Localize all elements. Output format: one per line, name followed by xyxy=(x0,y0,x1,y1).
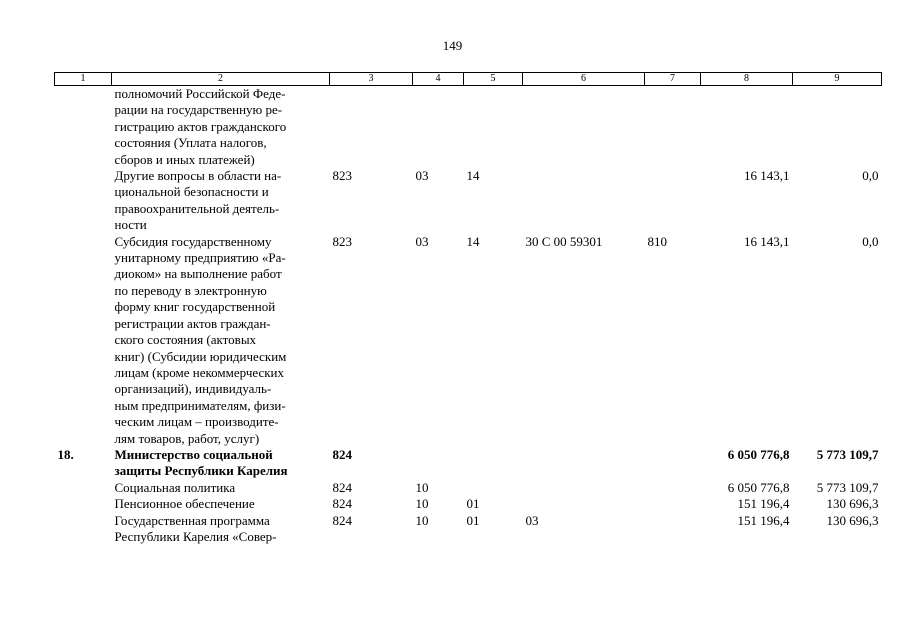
item-name-line: Социальная политика xyxy=(114,479,236,495)
item-name-line: унитарному предприятию «Ра- xyxy=(114,250,286,266)
amount-year-1: 16 143,1 xyxy=(744,233,790,249)
item-name xyxy=(112,86,330,169)
amount-year-1: 6 050 776,8 xyxy=(727,446,790,462)
expense-type-code xyxy=(645,513,701,546)
amount-year-2: 130 696,3 xyxy=(826,512,879,528)
section-code: 10 xyxy=(415,512,429,528)
subsection-code: 14 xyxy=(466,168,480,184)
ministry-code: 824 xyxy=(332,512,352,528)
table-header xyxy=(55,73,882,86)
column-header: 2 xyxy=(112,73,330,86)
section-code xyxy=(413,86,464,169)
item-name-line: гистрацию актов гражданского xyxy=(114,118,287,134)
item-name xyxy=(112,513,330,546)
column-header: 4 xyxy=(413,73,464,86)
table-row xyxy=(55,480,882,496)
amount-year-1: 151 196,4 xyxy=(737,512,790,528)
item-name-line: регистрации актов граждан- xyxy=(114,315,271,331)
item-name-line: сборов и иных платежей) xyxy=(114,151,255,167)
amount-year-2: 0,0 xyxy=(862,233,879,249)
amount-year-2: 5 773 109,7 xyxy=(816,479,879,495)
column-header: 9 xyxy=(793,73,882,86)
column-header: 7 xyxy=(645,73,701,86)
item-name-line: лям товаров, работ, услуг) xyxy=(114,430,260,446)
item-name-line: организаций), индивидуаль- xyxy=(114,381,272,397)
amount-year-2: 5 773 109,7 xyxy=(816,446,879,462)
section-code: 03 xyxy=(415,168,429,184)
table-row xyxy=(55,234,882,447)
target-article-code: 03 xyxy=(525,512,539,528)
item-name-line: состояния (Уплата налогов, xyxy=(114,135,267,151)
row-number: 18. xyxy=(57,446,74,462)
item-name-line: диоком» на выполнение работ xyxy=(114,266,282,282)
expense-type-code xyxy=(645,480,701,496)
item-name-line: форму книг государственной xyxy=(114,299,276,315)
expense-type-code xyxy=(645,496,701,512)
column-header: 3 xyxy=(330,73,413,86)
section-code xyxy=(413,447,464,480)
item-name-line: Субсидия государственному xyxy=(114,233,272,249)
ministry-code: 823 xyxy=(332,168,352,184)
row-number xyxy=(55,168,112,234)
item-name-line: рации на государственную ре- xyxy=(114,102,283,118)
row-number xyxy=(55,86,112,169)
amount-year-2: 0,0 xyxy=(862,168,879,184)
ministry-code: 824 xyxy=(332,496,352,512)
column-header: 6 xyxy=(523,73,645,86)
subsection-code xyxy=(464,86,523,169)
item-name-line: лицам (кроме некоммерческих xyxy=(114,364,285,380)
item-name-line: правоохранительной деятель- xyxy=(114,200,280,216)
item-name-line: Другие вопросы в области на- xyxy=(114,168,282,184)
table-row xyxy=(55,168,882,234)
item-name xyxy=(112,447,330,480)
target-article-code xyxy=(523,168,645,234)
target-article-code xyxy=(523,86,645,169)
table-row xyxy=(55,86,882,169)
item-name-line: ности xyxy=(114,217,147,233)
page-number: 149 xyxy=(442,38,463,53)
table-row xyxy=(55,447,882,480)
row-number xyxy=(55,480,112,496)
item-name-line: по переводу в электронную xyxy=(114,282,267,298)
expense-type-code xyxy=(645,447,701,480)
subsection-code xyxy=(464,447,523,480)
item-name-line: защиты Республики Карелия xyxy=(114,463,288,479)
amount-year-1: 16 143,1 xyxy=(744,168,790,184)
amount-year-2 xyxy=(793,86,882,169)
item-name-line: книг) (Субсидии юридическим xyxy=(114,348,287,364)
expense-type-code xyxy=(645,86,701,169)
row-number xyxy=(55,513,112,546)
item-name xyxy=(112,496,330,512)
section-code: 03 xyxy=(415,233,429,249)
row-number xyxy=(55,496,112,512)
item-name-line: циональной безопасности и xyxy=(114,184,269,200)
target-article-code xyxy=(523,496,645,512)
target-article-code xyxy=(523,480,645,496)
item-name-line: полномочий Российской Феде- xyxy=(114,86,286,101)
item-name-line: ным предпринимателям, физи- xyxy=(114,397,286,413)
item-name-line: ческим лицам – производите- xyxy=(114,414,279,430)
amount-year-1: 151 196,4 xyxy=(737,496,790,512)
item-name xyxy=(112,480,330,496)
column-header: 8 xyxy=(701,73,793,86)
amount-year-2: 130 696,3 xyxy=(826,496,879,512)
subsection-code: 01 xyxy=(466,496,480,512)
table-body xyxy=(55,86,882,546)
section-code: 10 xyxy=(415,479,429,495)
subsection-code xyxy=(464,480,523,496)
item-name-line: Пенсионное обеспечение xyxy=(114,496,255,512)
column-header: 1 xyxy=(55,73,112,86)
item-name xyxy=(112,168,330,234)
row-number xyxy=(55,234,112,447)
table-row xyxy=(55,513,882,546)
item-name xyxy=(112,234,330,447)
expense-type-code: 810 xyxy=(647,233,667,249)
section-code: 10 xyxy=(415,496,429,512)
item-name-line: Государственная программа xyxy=(114,512,270,528)
item-name-line: ского состояния (актовых xyxy=(114,332,257,348)
ministry-code: 824 xyxy=(332,446,352,462)
table-row xyxy=(55,496,882,512)
expense-type-code xyxy=(645,168,701,234)
ministry-code: 824 xyxy=(332,479,352,495)
target-article-code: 30 С 00 59301 xyxy=(525,233,603,249)
subsection-code: 14 xyxy=(466,233,480,249)
item-name-line: Министерство социальной xyxy=(114,446,273,462)
column-number-row xyxy=(55,73,882,86)
amount-year-1: 6 050 776,8 xyxy=(727,479,790,495)
amount-year-1 xyxy=(701,86,793,169)
ministry-code xyxy=(330,86,413,169)
target-article-code xyxy=(523,447,645,480)
ministry-code: 823 xyxy=(332,233,352,249)
column-header: 5 xyxy=(464,73,523,86)
subsection-code: 01 xyxy=(466,512,480,528)
item-name-line: Республики Карелия «Совер- xyxy=(114,528,277,544)
budget-table xyxy=(54,72,882,545)
